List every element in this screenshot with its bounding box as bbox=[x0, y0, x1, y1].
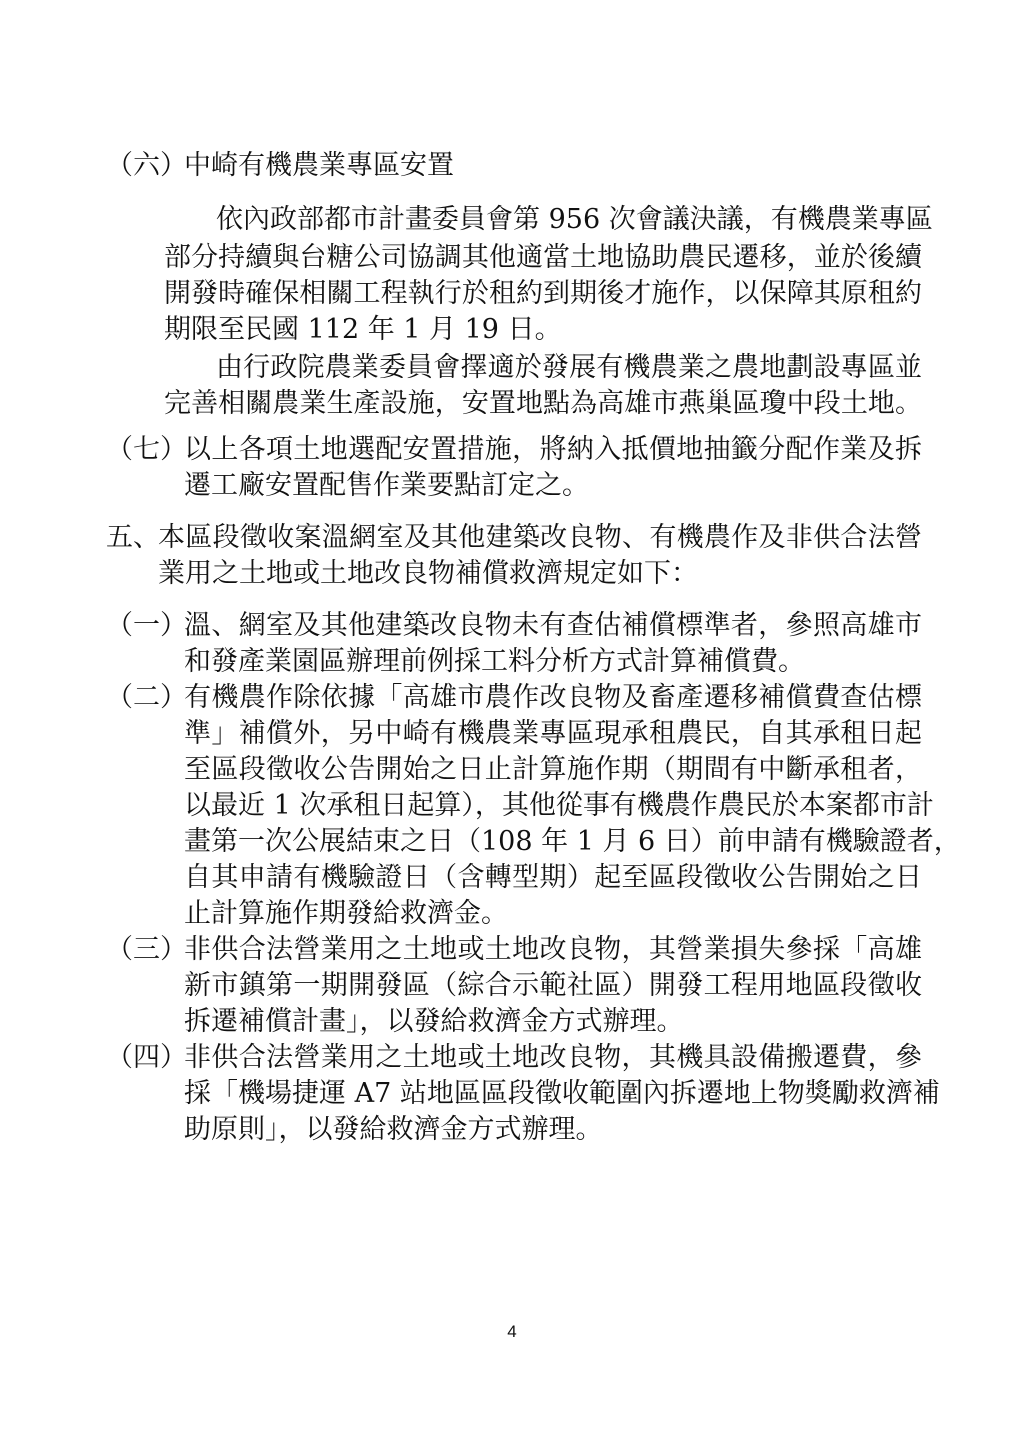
item-line: 準」補償外，另中崎有機農業專區現承租農民，自其承租日起 bbox=[184, 718, 922, 749]
paragraph-line: 由行政院農業委員會擇適於發展有機農業之農地劃設專區並 bbox=[216, 352, 922, 383]
item-line: 自其申請有機驗證日（含轉型期）起至區段徵收公告開始之日 bbox=[184, 862, 922, 893]
page-number: 4 bbox=[507, 1322, 517, 1341]
section-line: 本區段徵收案溫網室及其他建築改良物、有機農作及非供合法營 bbox=[158, 522, 922, 553]
item-line: 助原則」，以發給救濟金方式辦理。 bbox=[184, 1114, 603, 1145]
item-line: 新市鎮第一期開發區（綜合示範社區）開發工程用地區段徵收 bbox=[184, 970, 922, 1001]
item-line: 畫第一次公展結束之日（108 年 1 月 6 日）前申請有機驗證者， bbox=[184, 826, 961, 857]
item-line: 和發產業園區辦理前例採工料分析方式計算補償費。 bbox=[184, 646, 805, 677]
item-line: 採「機場捷運 A7 站地區區段徵收範圍內拆遷地上物獎勵救濟補 bbox=[184, 1078, 940, 1109]
paragraph-line: 完善相關農業生產設施，安置地點為高雄市燕巢區瓊中段土地。 bbox=[164, 388, 922, 419]
section-marker: （七） bbox=[106, 434, 187, 465]
item-line: 至區段徵收公告開始之日止計算施作期（期間有中斷承租者， bbox=[184, 754, 922, 785]
item-line: 溫、網室及其他建築改良物未有查估補償標準者，參照高雄市 bbox=[184, 610, 922, 641]
item-marker: （四） bbox=[106, 1042, 187, 1073]
item-line: 止計算施作期發給救濟金。 bbox=[184, 898, 508, 929]
section-line: 遷工廠安置配售作業要點訂定之。 bbox=[184, 470, 589, 501]
paragraph-line: 依內政部都市計畫委員會第 956 次會議決議，有機農業專區 bbox=[216, 204, 933, 235]
section-marker: （六） bbox=[106, 150, 187, 181]
paragraph-line: 期限至民國 112 年 1 月 19 日。 bbox=[164, 314, 562, 345]
section-heading: 中崎有機農業專區安置 bbox=[184, 150, 454, 181]
item-line: 非供合法營業用之土地或土地改良物，其機具設備搬遷費，參 bbox=[184, 1042, 922, 1073]
item-line: 有機農作除依據「高雄市農作改良物及畜產遷移補償費查估標 bbox=[184, 682, 922, 713]
section-line: 業用之土地或土地改良物補償救濟規定如下： bbox=[158, 558, 698, 589]
item-line: 拆遷補償計畫」，以發給救濟金方式辦理。 bbox=[184, 1006, 684, 1037]
item-marker: （三） bbox=[106, 934, 187, 965]
section-line: 以上各項土地選配安置措施，將納入抵價地抽籤分配作業及拆 bbox=[184, 434, 922, 465]
item-marker: （二） bbox=[106, 682, 187, 713]
item-line: 以最近 1 次承租日起算），其他從事有機農作農民於本案都市計 bbox=[184, 790, 934, 821]
item-line: 非供合法營業用之土地或土地改良物，其營業損失參採「高雄 bbox=[184, 934, 922, 965]
item-marker: （一） bbox=[106, 610, 187, 641]
section-marker: 五、 bbox=[106, 522, 160, 553]
paragraph-line: 部分持續與台糖公司協調其他適當土地協助農民遷移，並於後續 bbox=[164, 242, 922, 273]
paragraph-line: 開發時確保相關工程執行於租約到期後才施作，以保障其原租約 bbox=[164, 278, 922, 309]
